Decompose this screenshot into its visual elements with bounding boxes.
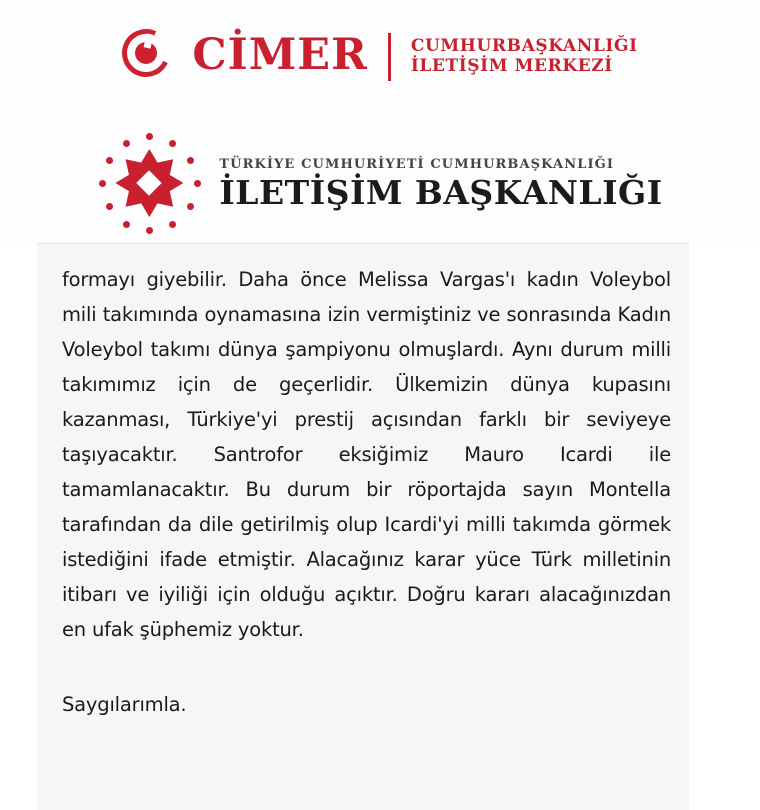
cimer-divider — [388, 33, 391, 81]
cimer-header — [0, 18, 760, 96]
cimer-subtitle-line2: İLETİŞİM MERKEZİ — [410, 56, 613, 76]
iletisim-baskanligi-top-line: TÜRKİYE CUMHURİYETİ CUMHURBAŞKANLIĞI — [219, 157, 615, 172]
cimer-subtitle-line1: CUMHURBAŞKANLIĞI — [410, 36, 638, 57]
cimer-wordmark: CİMER — [192, 29, 368, 80]
cimer-logo-icon — [122, 29, 178, 85]
letter-closing: Saygılarımla. — [62, 693, 187, 716]
letter-paragraph: formayı giyebilir. Daha önce Melissa Vargas'ı kadın Voleybol mili takımında oynamasına izin vermiştiniz ve sonrasında Kadın Voleybol takımı dünya şampiyonu olmuşlardı. Aynı durum milli takımımız için de geçerlidir. Ülkemizin dünya kupasını kazanması, Türkiye'yi prestij açısından farklı bir seviyeye taşıyacaktır. Santrofor eksiğimiz Mauro Icardi ile tamamlanacaktır. Bu durum bir röportajda sayın Montella tarafından da dile getirilmiş olup Icardi'yi milli takımda görmek istediğini ifade etmiştir. Alacağınız karar yüce Türk milletinin itibarı ve iyiliği için olduğu açıktır. Doğru kararı alacağınızdan en ufak şüphemiz yoktur. — [62, 268, 671, 641]
iletisim-baskanligi-text — [219, 157, 663, 212]
turkiye-cumhuriyeti-emblem-icon — [97, 131, 201, 235]
page-left-margin — [0, 243, 37, 810]
letter-body — [37, 243, 689, 810]
iletisim-baskanligi-header — [0, 128, 760, 238]
iletisim-baskanligi-main-line: İLETİŞİM BAŞKANLIĞI — [219, 173, 663, 212]
page-right-margin — [689, 243, 760, 810]
cimer-subtitle — [411, 37, 638, 76]
